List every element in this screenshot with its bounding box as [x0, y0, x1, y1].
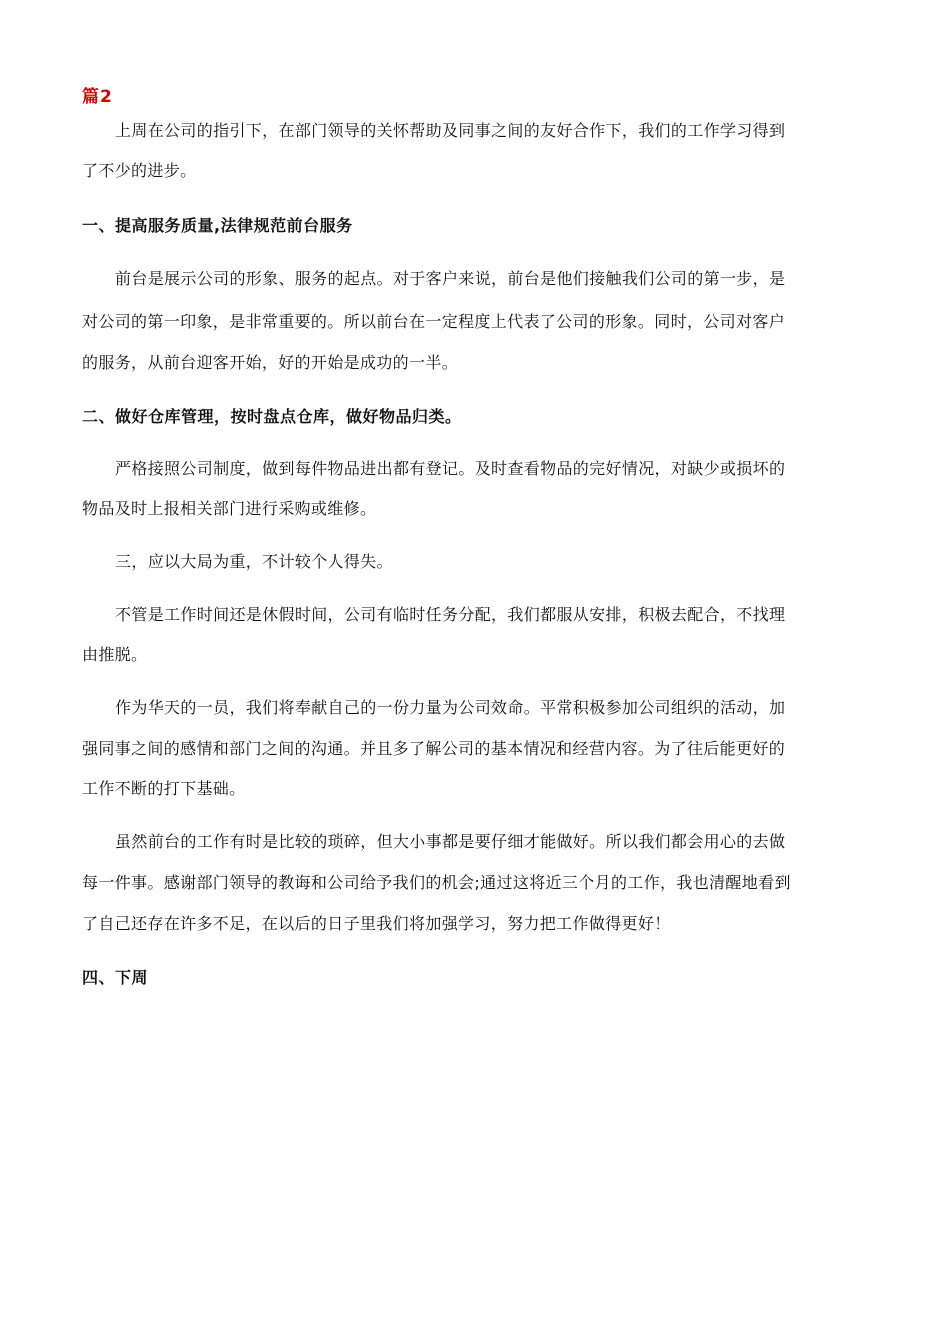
- team-paragraph-line-2: 强同事之间的感情和部门之间的沟通。并且多了解公司的基本情况和经营内容。为了往后能更好的: [82, 739, 786, 758]
- section-3-line: 三，应以大局为重，不计较个人得失。: [115, 552, 393, 571]
- section-3-body-line-1: 不管是工作时间还是休假时间，公司有临时任务分配，我们都服从安排，积极去配合，不找理: [115, 605, 786, 624]
- section-1-line-3: 的服务，从前台迎客开始，好的开始是成功的一半。: [82, 353, 459, 372]
- intro-line-2: 了不少的进步。: [82, 161, 197, 180]
- intro-line-1: 上周在公司的指引下，在部门领导的关怀帮助及同事之间的友好合作下，我们的工作学习得到: [115, 121, 786, 140]
- closing-paragraph-line-2: 每一件事。感谢部门领导的教诲和公司给予我们的机会;通过这将近三个月的工作，我也清醒地看到: [82, 873, 791, 892]
- section-3-body-line-2: 由推脱。: [82, 645, 148, 664]
- closing-paragraph-line-3: 了自己还存在许多不足，在以后的日子里我们将加强学习，努力把工作做得更好！: [82, 914, 671, 933]
- document-title: 篇2: [82, 87, 113, 107]
- closing-paragraph-line-1: 虽然前台的工作有时是比较的琐碎，但大小事都是要仔细才能做好。所以我们都会用心的去做: [115, 832, 786, 851]
- team-paragraph-line-1: 作为华天的一员，我们将奉献自己的一份力量为公司效命。平常积极参加公司组织的活动，加: [115, 698, 786, 717]
- section-2-line-1: 严格接照公司制度，做到每件物品进出都有登记。及时查看物品的完好情况，对缺少或损坏的: [115, 459, 786, 478]
- team-paragraph-line-3: 工作不断的打下基础。: [82, 779, 246, 798]
- section-1-line-1: 前台是展示公司的形象、服务的起点。对于客户来说，前台是他们接触我们公司的第一步，是: [115, 269, 786, 288]
- section-1-heading: 一、提高服务质量,法律规范前台服务: [82, 216, 353, 235]
- section-2-line-2: 物品及时上报相关部门进行采购或维修。: [82, 499, 377, 518]
- section-2-heading: 二、做好仓库管理，按时盘点仓库，做好物品归类。: [82, 407, 462, 426]
- section-1-line-2: 对公司的第一印象，是非常重要的。所以前台在一定程度上代表了公司的形象。同时，公司对客户: [82, 312, 786, 331]
- section-4-heading: 四、下周: [82, 968, 149, 987]
